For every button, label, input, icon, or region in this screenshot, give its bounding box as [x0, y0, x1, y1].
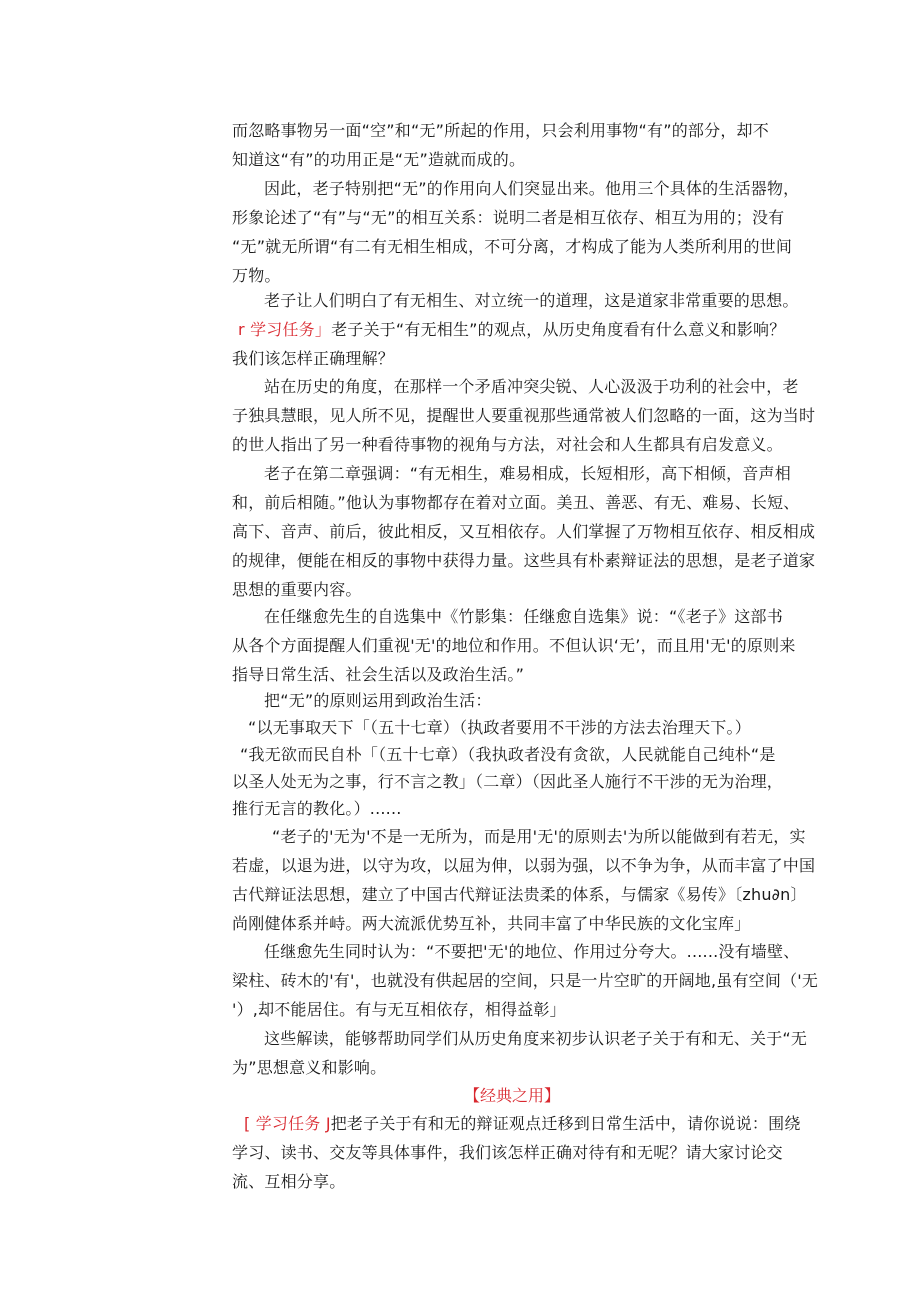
- text-line: 把“无”的原则运用到政治生活：: [264, 691, 492, 710]
- task-line: [238, 320, 785, 342]
- text-line: 若虚，以退为进，以守为攻，以屈为伸，以弱为强，以不争为争，从而丰富了中国: [232, 856, 816, 875]
- task-text: 老子关于“有无相生”的观点，从历史角度看有什么意义和影响？: [331, 320, 786, 339]
- text-line: 高下、音声、前后，彼此相反，又互相依存。人们掌握了万物相互依存、相反相成: [232, 522, 816, 541]
- text-line: 任继愈先生同时认为：“不要把'无'的地位、作用过分夸大。......没有墙壁、: [264, 942, 800, 961]
- text-line: 流、互相分享。: [232, 1172, 346, 1191]
- text-line: 为”思想意义和影响。: [232, 1058, 387, 1077]
- text-line: 的世人指出了另一种看待事物的视角与方法，对社会和人生都具有启发意义。: [232, 435, 783, 454]
- text-line: 站在历史的角度，在那样一个矛盾冲突尖锐、人心汲汲于功利的社会中，老: [264, 377, 799, 396]
- text-line: 知道这“有”的功用正是“无”造就而成的。: [232, 150, 526, 169]
- text-line: 梁柱、砖木的'有'，也就没有供起居的空间，只是一片空旷的开阔地,虽有空间（'无: [232, 971, 819, 990]
- text-line: 老子在第二章强调：“有无相生，难易相成，长短相形，高下相倾，音声相: [264, 464, 791, 483]
- text-line: 这些解读，能够帮助同学们从历史角度来初步认识老子关于有和无、关于“无: [264, 1029, 808, 1048]
- task-label: [ 学习任务 J: [244, 1114, 331, 1133]
- text-line: 古代辩证法思想，建立了中国古代辩证法贵柔的体系，与儒家《易传》〔zhu∂n〕: [232, 885, 807, 904]
- text-line: 我们该怎样正确理解？: [232, 349, 395, 368]
- text-line: “老子的'无为'不是一无所为，而是用'无'的原则去'为所以能做到有若无，实: [272, 827, 806, 846]
- task-label: r 学习任务」: [238, 320, 332, 339]
- text-line: 指导日常生活、社会生活以及政治生活。”: [232, 665, 525, 684]
- task-text: 把老子关于有和无的辩证观点迁移到日常生活中，请你说说：围绕: [330, 1114, 801, 1133]
- text-line: 思想的重要内容。: [232, 580, 362, 599]
- text-line: 学习、读书、交友等具体事件，我们该怎样正确对待有和无呢？请大家讨论交: [232, 1143, 783, 1162]
- text-line: 万物。: [232, 266, 281, 285]
- text-line: 老子让人们明白了有无相生、对立统一的道理，这是道家非常重要的思想。: [264, 291, 799, 310]
- text-line: 尚刚健体系并峙。两大流派优势互补，共同丰富了中华民族的文化宝库」: [232, 914, 751, 933]
- text-line: 形象论述了“有”与“无”的相互关系：说明二者是相互依存、相互为用的；没有: [232, 208, 785, 227]
- text-line: 而忽略事物另一面“空”和“无”所起的作用，只会利用事物“有”的部分，却不: [232, 121, 769, 140]
- text-line: 以圣人处无为之事，行不言之教」（二章）（因此圣人施行不干涉的无为治理，: [232, 772, 784, 791]
- text-line: 因此，老子特别把“无”的作用向人们突显出来。他用三个具体的生活器物，: [264, 179, 800, 198]
- text-line: “我无欲而民自朴「（五十七章）（我执政者没有贪欲，人民就能自己纯朴“是: [240, 745, 776, 764]
- text-line: 从各个方面提醒人们重视'无'的地位和作用。不但认识‘无’，而且用'无'的原则来: [232, 636, 796, 655]
- task-line: [244, 1114, 801, 1136]
- text-line: 和，前后相随。”他认为事物都存在着对立面。美丑、善恶、有无、难易、长短、: [232, 493, 800, 512]
- text-line: '）,却不能居住。有与无互相依存，相得益彰」: [232, 1000, 566, 1019]
- text-line: “以无事取天下「（五十七章）（执政者要用不干涉的方法去治理天下。）: [248, 718, 751, 737]
- text-line: “无”就无所谓“有二有无相生相成，不可分离，才构成了能为人类所利用的世间: [232, 237, 793, 256]
- text-line: 推行无言的教化。）......: [232, 799, 402, 818]
- section-heading: 【经典之用】: [464, 1086, 561, 1105]
- text-line: 在任继愈先生的自选集中《竹影集：任继愈自选集》说：“《老子》这部书: [264, 607, 783, 626]
- text-line: 子独具慧眼，见人所不见，提醒世人要重视那些通常被人们忽略的一面，这为当时: [232, 406, 816, 425]
- text-line: 的规律，便能在相反的事物中获得力量。这些具有朴素辩证法的思想，是老子道家: [232, 551, 816, 570]
